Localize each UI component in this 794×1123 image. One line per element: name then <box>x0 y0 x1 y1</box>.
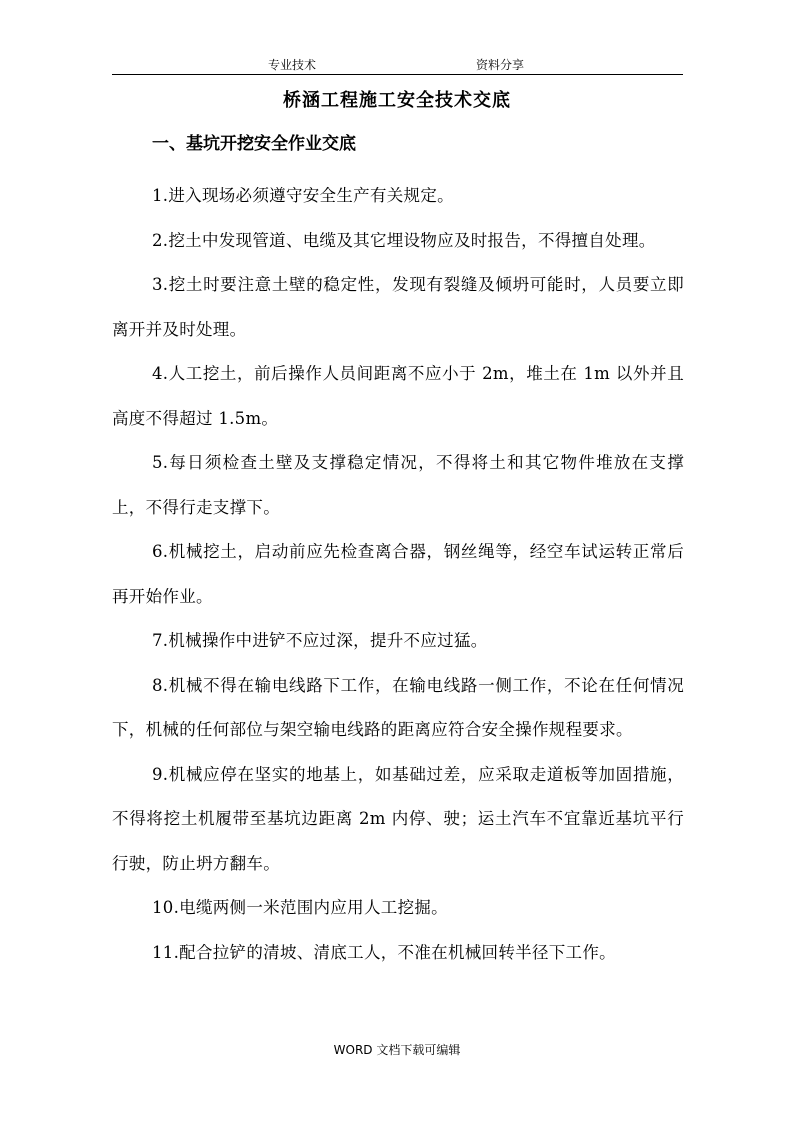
page-header <box>112 56 683 75</box>
paragraph-8: 8.机械不得在输电线路下工作，在输电线路一侧工作，不论在任何情况下，机械的任何部位与架空输电线路的距离应符合安全操作规程要求。 <box>112 675 684 739</box>
section-heading: 一、基坑开挖安全作业交底 <box>152 134 356 154</box>
document-body <box>112 130 684 975</box>
paragraph-6: 6.机械挖土，启动前应先检查离合器，钢丝绳等，经空车试运转正常后再开始作业。 <box>112 542 684 606</box>
document-title: 桥涵工程施工安全技术交底 <box>283 90 511 111</box>
header-left-text: 专业技术 <box>268 58 317 72</box>
paragraph-4: 4.人工挖土，前后操作人员间距离不应小于 2m，堆土在 1m 以外并且高度不得超过 1.5m。 <box>112 364 684 428</box>
paragraph-2: 2.挖土中发现管道、电缆及其它埋设物应及时报告，不得擅自处理。 <box>152 230 656 250</box>
paragraph-3: 3.挖土时要注意土壁的稳定性，发现有裂缝及倾坍可能时，人员要立即离开并及时处理。 <box>112 275 684 339</box>
paragraph-1: 1.进入现场必须遵守安全生产有关规定。 <box>152 186 454 205</box>
page-footer: WORD 文档下载可编辑 <box>333 1043 461 1057</box>
header-right-text: 资料分享 <box>476 58 525 72</box>
paragraph-10: 10.电缆两侧一米范围内应用人工挖掘。 <box>152 898 448 917</box>
paragraph-9: 9.机械应停在坚实的地基上，如基础过差，应采取走道板等加固措施，不得将挖土机履带至基坑边距离 2m 内停、驶；运土汽车不宜靠近基坑平行行驶，防止坍方翻车。 <box>112 764 684 873</box>
paragraph-7: 7.机械操作中进铲不应过深，提升不应过猛。 <box>152 631 488 650</box>
paragraph-11: 11.配合拉铲的清坡、清底工人，不准在机械回转半径下工作。 <box>152 942 616 962</box>
paragraph-5: 5.每日须检查土壁及支撑稳定情况，不得将土和其它物件堆放在支撑上，不得行走支撑下。 <box>112 453 684 517</box>
